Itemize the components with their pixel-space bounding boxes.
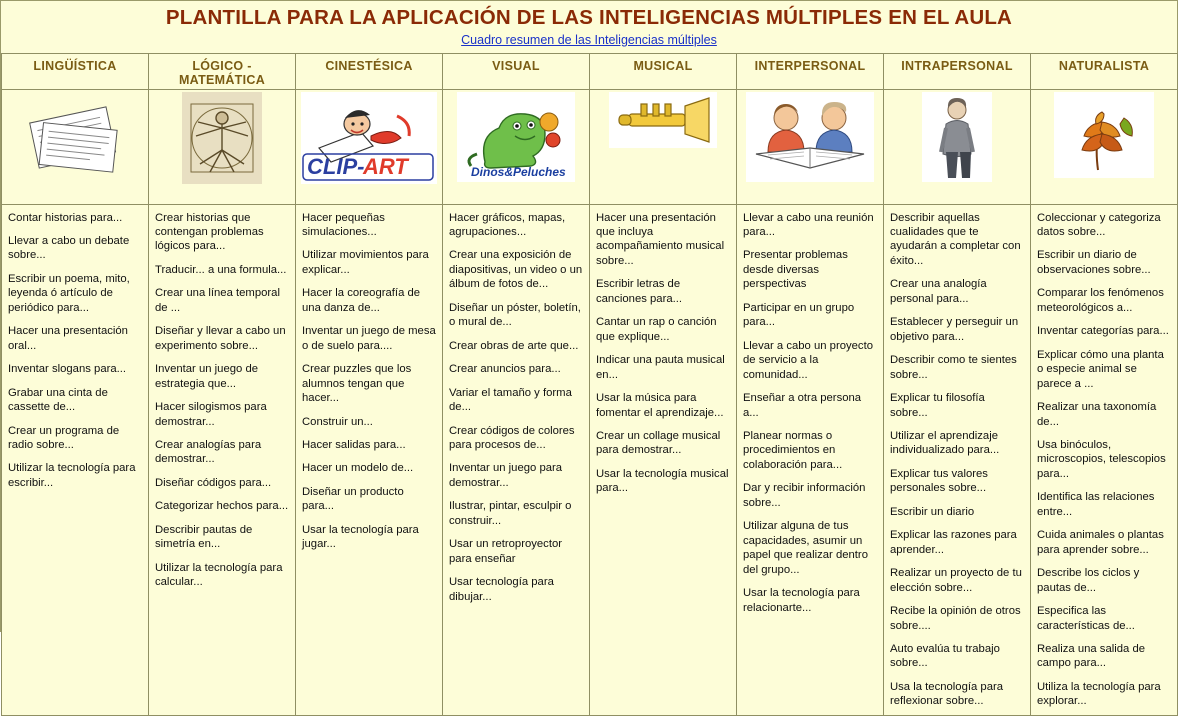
list-item: Usa binóculos, microscopios, telescopios para... (1037, 439, 1166, 480)
list-item: Diseñar y llevar a cabo un experimento sobre... (155, 325, 286, 352)
list-item: Usar un retroproyector para enseñar (449, 538, 563, 565)
list-item: Crear una exposición de diapositivas, un video o un álbum de fotos de... (449, 249, 583, 291)
papers-icon (14, 92, 136, 186)
image-cell-logico-matematica (149, 89, 296, 204)
list-item: Explicar cómo una planta o especie animal se parece a ... (1037, 348, 1164, 390)
list-item: Coleccionar y categoriza datos sobre... (1037, 211, 1161, 239)
image-cell-interpersonal (737, 89, 884, 204)
table-row-images (2, 89, 1178, 204)
list-item: Inventar un juego de estrategia que... (155, 363, 259, 390)
list-item: Crear una línea temporal de ... (155, 287, 280, 314)
column-head-linguistica: LINGÜÍSTICA (2, 53, 149, 89)
list-item: Usar la tecnología musical para... (596, 467, 729, 495)
list-item: Describir aquellas cualidades que te ayudarán a completar con éxito... (890, 211, 1021, 267)
list-item: Establecer y perseguir un objetivo para... (890, 316, 1019, 343)
table-row-headers (2, 53, 1178, 89)
list-item: Escribir un diario (890, 505, 975, 518)
items-cell-linguistica (2, 204, 149, 715)
list-item: Diseñar códigos para... (155, 476, 272, 489)
list-item: Usa la tecnología para reflexionar sobre... (890, 680, 1004, 708)
list-item: Hacer pequeñas simulaciones... (302, 211, 385, 239)
list-item: Auto evalúa tu trabajo sobre... (890, 642, 1000, 670)
list-item: Hacer una presentación oral... (8, 325, 128, 352)
list-item: Inventar categorías para... (1037, 325, 1169, 338)
column-head-cinestesica: CINESTÉSICA (296, 53, 443, 89)
list-item: Indicar una pauta musical en... (596, 354, 725, 381)
list-item: Presentar problemas desde diversas perspectivas (743, 249, 848, 291)
svg-text:CLIP-: CLIP- (307, 153, 365, 179)
list-item: Dar y recibir información sobre... (743, 482, 866, 509)
list-item: Utilizar la tecnología para calcular... (155, 561, 283, 589)
list-item: Traducir... a una formula... (155, 263, 287, 276)
vitruvian-man-icon (182, 92, 262, 184)
dinosaur-icon (457, 92, 575, 182)
list-item: Realiza una salida de campo para... (1037, 642, 1146, 670)
image-cell-naturalista (1031, 89, 1178, 204)
list-item: Hacer silogismos para demostrar... (155, 401, 267, 428)
list-item: Realizar un proyecto de tu elección sobre... (890, 567, 1022, 594)
list-item: Explicar tu filosofía sobre... (890, 392, 985, 419)
lone-person-icon (922, 92, 992, 182)
list-item: Realizar una taxonomía de... (1037, 401, 1157, 428)
list-item: Participar en un grupo para... (743, 301, 855, 329)
list-item: Utilizar la tecnología para escribir... (8, 462, 136, 489)
list-item: Describir como te sientes sobre... (890, 354, 1017, 381)
items-cell-interpersonal (737, 204, 884, 715)
column-head-intrapersonal: INTRAPERSONAL (884, 53, 1031, 89)
list-item: Enseñar a otra persona a... (743, 392, 862, 419)
list-item: Inventar slogans para... (8, 363, 127, 376)
list-item: Crear una analogía personal para... (890, 278, 987, 305)
list-item: Explicar tus valores personales sobre... (890, 467, 988, 495)
list-item: Crear historias que contengan problemas lógicos para... (155, 211, 264, 253)
list-item: Crear obras de arte que... (449, 339, 579, 352)
document-header (1, 1, 1177, 53)
list-item: Crear anuncios para... (449, 363, 561, 376)
list-item: Utiliza la tecnología para explorar... (1037, 680, 1161, 708)
column-head-interpersonal: INTERPERSONAL (737, 53, 884, 89)
list-item: Usar tecnología para dibujar... (449, 576, 554, 603)
list-item: Planear normas o procedimientos en colaboración para... (743, 430, 843, 471)
items-cell-naturalista (1031, 204, 1178, 715)
list-item: Escribir un poema, mito, leyenda ó artículo de periódico para... (8, 272, 130, 314)
column-head-naturalista: NATURALISTA (1031, 53, 1178, 89)
image-cell-linguistica (2, 89, 149, 204)
list-item: Recibe la opinión de otros sobre.... (890, 605, 1021, 632)
list-item: Especifica las características de... (1037, 605, 1135, 632)
list-item: Escribir letras de canciones para... (596, 278, 683, 305)
column-head-logico-matematica: LÓGICO - MATEMÁTICA (149, 53, 296, 89)
intelligences-table (1, 53, 1178, 716)
list-item: Inventar un juego para demostrar... (449, 462, 563, 489)
summary-link[interactable]: Cuadro resumen de las Inteligencias múltiples (461, 32, 717, 47)
list-item: Construir un... (302, 415, 373, 428)
image-cell-cinestesica (296, 89, 443, 204)
items-cell-intrapersonal (884, 204, 1031, 715)
list-item: Escribir un diario de observaciones sobre... (1037, 249, 1151, 276)
list-item: Variar el tamaño y forma de... (449, 386, 572, 414)
image-cell-intrapersonal (884, 89, 1031, 204)
list-item: Usar la tecnología para relacionarte... (743, 587, 860, 614)
items-cell-musical (590, 204, 737, 715)
list-item: Usar la música para fomentar el aprendizaje... (596, 392, 724, 419)
list-item: Cuida animales o plantas para aprender sobre... (1037, 529, 1164, 556)
list-item: Crear un collage musical para demostrar... (596, 430, 721, 457)
list-item: Describe los ciclos y pautas de... (1037, 567, 1140, 594)
list-item: Categorizar hechos para... (155, 500, 289, 513)
items-cell-visual (443, 204, 590, 715)
list-item: Hacer una presentación que incluya acompañamiento musical sobre... (596, 211, 725, 267)
list-item: Diseñar un producto para... (302, 485, 404, 513)
list-item: Identifica las relaciones entre... (1037, 491, 1155, 518)
svg-text:Dinos&Peluches: Dinos&Peluches (471, 164, 566, 179)
list-item: Crear códigos de colores para procesos de... (449, 424, 575, 451)
list-item: Crear puzzles que los alumnos tengan que hacer... (302, 363, 412, 405)
clipart-logo-icon (301, 92, 437, 184)
items-cell-cinestesica (296, 204, 443, 715)
image-cell-musical (590, 89, 737, 204)
list-item: Diseñar un póster, boletín, o mural de... (449, 301, 581, 329)
list-item: Hacer gráficos, mapas, agrupaciones... (449, 211, 566, 239)
table-row-items (2, 204, 1178, 715)
svg-text:ART: ART (363, 153, 408, 179)
list-item: Inventar un juego de mesa o de suelo para.... (302, 325, 436, 352)
list-item: Utilizar movimientos para explicar... (302, 249, 429, 276)
list-item: Cantar un rap o canción que explique... (596, 316, 717, 343)
trumpet-icon (609, 92, 717, 148)
list-item: Ilustrar, pintar, esculpir o construir... (449, 500, 572, 527)
list-item: Llevar a cabo un proyecto de servicio a la comunidad... (743, 339, 873, 381)
list-item: Llevar a cabo un debate sobre... (8, 235, 130, 262)
list-item: Crear un programa de radio sobre... (8, 424, 120, 451)
list-item: Explicar las razones para aprender... (890, 529, 1017, 556)
list-item: Hacer un modelo de... (302, 462, 414, 475)
list-item: Contar historias para... (8, 211, 123, 224)
list-item: Hacer la coreografía de una danza de... (302, 287, 421, 314)
list-item: Usar la tecnología para jugar... (302, 523, 419, 551)
column-head-musical: MUSICAL (590, 53, 737, 89)
list-item: Llevar a cabo una reunión para... (743, 211, 874, 239)
list-item: Grabar una cinta de cassette de... (8, 386, 108, 414)
list-item: Crear analogías para demostrar... (155, 439, 262, 466)
leaves-icon (1054, 92, 1154, 178)
list-item: Hacer salidas para... (302, 439, 406, 451)
items-cell-logico-matematica (149, 204, 296, 715)
list-item: Describir pautas de simetría en... (155, 523, 253, 551)
list-item: Comparar los fenómenos meteorológicos a... (1037, 287, 1164, 314)
list-item: Utilizar alguna de tus capacidades, asumir un papel que realizar dentro del grupo... (743, 520, 868, 576)
page-title: PLANTILLA PARA LA APLICACIÓN DE LAS INTELIGENCIAS MÚLTIPLES EN EL AULA (165, 6, 1013, 29)
image-cell-visual (443, 89, 590, 204)
two-students-icon (746, 92, 874, 182)
column-head-visual: VISUAL (443, 53, 590, 89)
list-item: Utilizar el aprendizaje individualizado para... (890, 430, 1000, 457)
